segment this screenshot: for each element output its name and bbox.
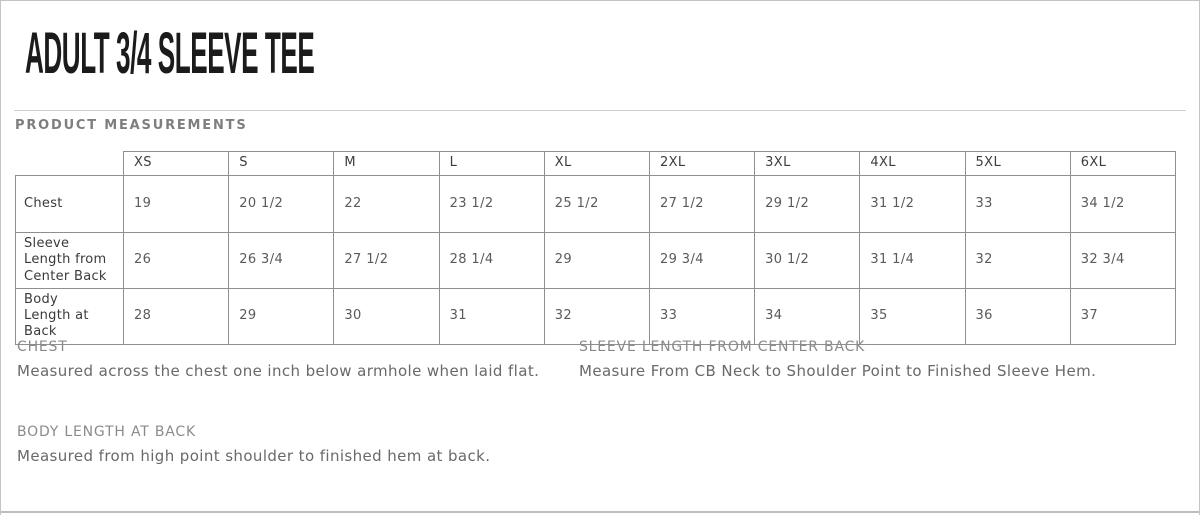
measurement-cell: 27 1/2 (334, 233, 439, 289)
measurement-cell: 31 (439, 288, 544, 344)
size-header-row (16, 152, 1176, 176)
measurement-row (16, 233, 1176, 289)
measurement-cell: 29 3/4 (649, 233, 754, 289)
measurement-cell: 35 (860, 288, 965, 344)
measurement-cell: 36 (965, 288, 1070, 344)
measurement-cell: 29 (229, 288, 334, 344)
definition-text: Measured from high point shoulder to finished hem at back. (17, 447, 491, 465)
definition-text: Measure From CB Neck to Shoulder Point to Finished Sleeve Hem. (579, 362, 1097, 380)
measurement-cell: 33 (649, 288, 754, 344)
size-column-header: 5XL (965, 152, 1070, 176)
size-column-header: 4XL (860, 152, 965, 176)
header-divider (14, 110, 1186, 111)
measurement-cell: 26 3/4 (229, 233, 334, 289)
table-corner-blank (16, 152, 124, 176)
size-column-header: 3XL (755, 152, 860, 176)
size-column-header: 6XL (1070, 152, 1175, 176)
definition-heading: BODY LENGTH AT BACK (17, 424, 196, 440)
section-heading: PRODUCT MEASUREMENTS (15, 118, 248, 133)
row-label: Chest (16, 176, 124, 233)
measurement-cell: 30 1/2 (755, 233, 860, 289)
measurement-cell: 28 (124, 288, 229, 344)
definitions-section (17, 339, 1187, 465)
measurement-cell: 31 1/2 (860, 176, 965, 233)
definition-sleeve-length (579, 339, 1187, 380)
definition-text: Measured across the chest one inch below armhole when laid flat. (17, 362, 540, 380)
size-column-header: XS (124, 152, 229, 176)
row-label: Body Length at Back (16, 288, 124, 344)
measurement-cell: 20 1/2 (229, 176, 334, 233)
measurement-row (16, 176, 1176, 233)
measurement-cell: 32 (544, 288, 649, 344)
size-column-header: L (439, 152, 544, 176)
measurement-cell: 19 (124, 176, 229, 233)
measurement-cell: 34 1/2 (1070, 176, 1175, 233)
measurement-cell: 29 (544, 233, 649, 289)
measurement-cell: 32 (965, 233, 1070, 289)
size-column-header: S (229, 152, 334, 176)
measurement-cell: 23 1/2 (439, 176, 544, 233)
measurement-cell: 29 1/2 (755, 176, 860, 233)
measurements-table (15, 151, 1176, 345)
measurement-cell: 27 1/2 (649, 176, 754, 233)
size-column-header: 2XL (649, 152, 754, 176)
measurement-cell: 33 (965, 176, 1070, 233)
footer-divider (1, 511, 1199, 513)
measurement-cell: 26 (124, 233, 229, 289)
size-column-header: M (334, 152, 439, 176)
definition-heading: CHEST (17, 339, 68, 355)
measurement-row (16, 288, 1176, 344)
page-title: ADULT 3/4 SLEEVE TEE (25, 21, 315, 86)
definition-heading: SLEEVE LENGTH FROM CENTER BACK (579, 339, 866, 355)
definition-chest (17, 339, 579, 380)
measurement-cell: 30 (334, 288, 439, 344)
measurement-cell: 31 1/4 (860, 233, 965, 289)
measurement-cell: 22 (334, 176, 439, 233)
row-label: Sleeve Length from Center Back (16, 233, 124, 289)
size-column-header: XL (544, 152, 649, 176)
definition-body-length (17, 424, 579, 465)
measurement-cell: 32 3/4 (1070, 233, 1175, 289)
measurement-cell: 28 1/4 (439, 233, 544, 289)
measurement-cell: 37 (1070, 288, 1175, 344)
measurement-cell: 25 1/2 (544, 176, 649, 233)
measurement-cell: 34 (755, 288, 860, 344)
